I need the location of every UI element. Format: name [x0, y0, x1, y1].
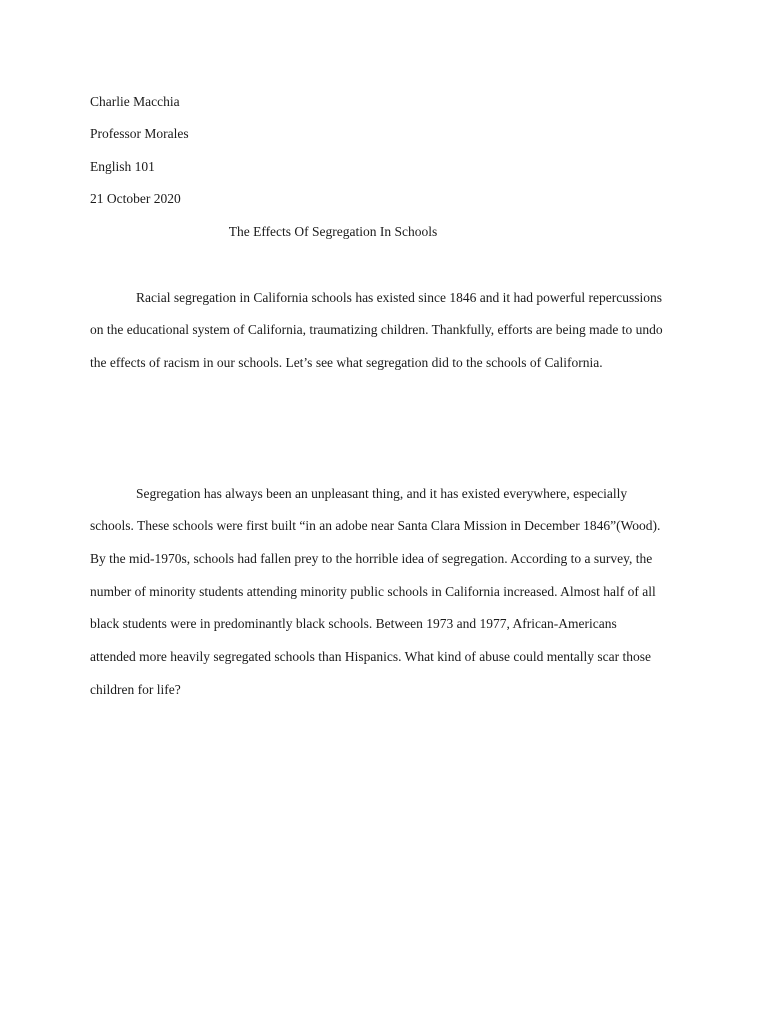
- paragraph-1-line-1: Racial segregation in California schools has existed since 1846 and it had powerful repercussions: [136, 290, 662, 305]
- document-date: 21 October 2020: [90, 191, 181, 206]
- paragraph-1-line-3: the effects of racism in our schools. Let’s see what segregation did to the schools of California.: [90, 355, 603, 370]
- paragraph-2-line-5: black students were in predominantly black schools. Between 1973 and 1977, African-Americans: [90, 616, 617, 631]
- essay-title: The Effects Of Segregation In Schools: [228, 224, 438, 239]
- paragraph-2-line-3: By the mid-1970s, schools had fallen prey to the horrible idea of segregation. According to a survey, the: [90, 551, 653, 566]
- paragraph-2-line-1: Segregation has always been an unpleasant thing, and it has existed everywhere, especially: [136, 486, 628, 501]
- paragraph-1-line-2: on the educational system of California, traumatizing children. Thankfully, efforts are being made to undo: [90, 322, 663, 337]
- author-name: Charlie Macchia: [90, 94, 180, 109]
- paragraph-2-line-6: attended more heavily segregated schools than Hispanics. What kind of abuse could mentally scar those: [90, 649, 651, 664]
- professor-name: Professor Morales: [90, 126, 189, 141]
- paragraph-2-line-4: number of minority students attending minority public schools in California increased. Almost half of all: [90, 584, 656, 599]
- paragraph-2-line-7: children for life?: [90, 682, 181, 697]
- paragraph-2-line-2: schools. These schools were first built “in an adobe near Santa Clara Mission in December 1846”(Wood).: [90, 518, 661, 533]
- course-name: English 101: [90, 159, 155, 174]
